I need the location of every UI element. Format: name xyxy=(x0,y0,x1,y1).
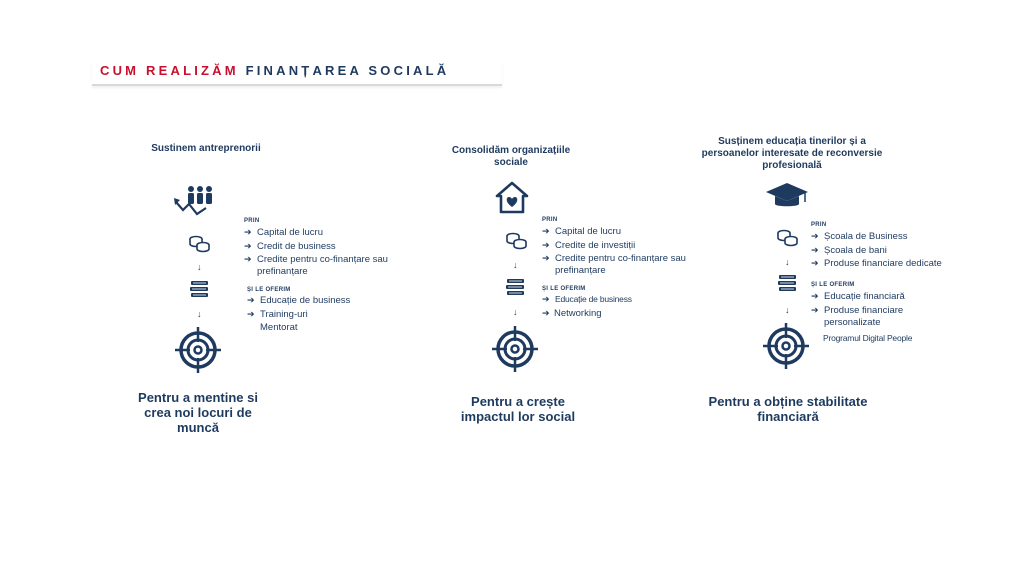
coins-icon xyxy=(188,235,212,253)
coins-icon xyxy=(505,232,529,250)
arrow-right-icon: ➔ xyxy=(542,253,550,263)
arrow-right-icon: ➔ xyxy=(244,240,252,251)
column-1-prin-list xyxy=(244,226,414,278)
list-item: ➔ Educație de business xyxy=(542,293,702,307)
oferim-label: ȘI LE OFERIM xyxy=(247,287,291,293)
books-icon xyxy=(505,278,527,296)
flow-arrow: ↓ xyxy=(513,260,518,270)
column-1-oferim-list xyxy=(247,294,407,335)
flow-arrow: ↓ xyxy=(197,262,202,272)
arrow-right-icon: ➔ xyxy=(811,231,819,241)
arrow-right-icon: ➔ xyxy=(247,295,255,305)
column-2-heading: Consolidăm organizațiile sociale xyxy=(451,145,571,168)
list-item: ➔ Produse financiare personalizate xyxy=(811,304,904,328)
list-item: Programul Digital People xyxy=(823,332,913,343)
list-item: Mentorat xyxy=(260,322,298,333)
list-item: ➔ Credite pentru co-finanțare sau prefinanțare xyxy=(542,253,686,276)
flow-arrow: ↓ xyxy=(785,305,790,315)
column-3-heading: Susținem educația tinerilor și a persoanelor interesate de reconversie profesională xyxy=(701,136,883,171)
list-item: ➔ Școala de Business xyxy=(811,231,908,242)
arrow-right-icon: ➔ xyxy=(247,308,255,319)
prin-label: PRIN xyxy=(542,217,558,223)
people-growth-icon xyxy=(174,184,216,220)
list-item: ➔ Training-uri xyxy=(247,308,308,320)
arrow-right-icon: ➔ xyxy=(811,244,819,255)
house-heart-icon xyxy=(495,181,529,214)
list-item: ➔ Credite pentru co-finanțare sau prefinanțare xyxy=(244,254,388,277)
arrow-right-icon: ➔ xyxy=(542,226,550,236)
arrow-right-icon: ➔ xyxy=(542,239,550,250)
arrow-right-icon: ➔ xyxy=(244,227,252,237)
arrow-right-icon: ➔ xyxy=(542,307,550,318)
flow-arrow: ↓ xyxy=(785,257,790,267)
prin-label: PRIN xyxy=(244,218,260,224)
column-3-goal: Pentru a obține stabilitate financiară xyxy=(708,394,868,424)
page-title xyxy=(100,63,449,78)
flow-arrow: ↓ xyxy=(197,309,202,319)
list-item: ➔ Școala de bani xyxy=(811,244,887,256)
title-part1: CUM REALIZĂM xyxy=(100,63,239,78)
list-item: ➔ Educație de business xyxy=(247,295,351,306)
column-2-goal: Pentru a crește impactul lor social xyxy=(460,394,576,424)
column-3-prin-list xyxy=(811,230,981,271)
list-item: ➔ Capital de lucru xyxy=(244,227,324,238)
list-item: ➔ Capital de lucru xyxy=(542,226,622,237)
column-3-oferim-list xyxy=(811,290,961,345)
arrow-right-icon: ➔ xyxy=(542,294,550,304)
prin-label: PRIN xyxy=(811,222,827,228)
target-icon xyxy=(763,323,809,369)
graduation-cap-icon xyxy=(764,181,810,209)
arrow-right-icon: ➔ xyxy=(811,291,819,301)
column-2-oferim-list xyxy=(542,293,702,320)
oferim-label: ȘI LE OFERIM xyxy=(542,286,586,292)
arrow-right-icon: ➔ xyxy=(244,254,252,264)
column-2-prin-list xyxy=(542,225,712,277)
column-1-goal: Pentru a mentine si crea noi locuri de muncă xyxy=(138,390,258,435)
list-item: ➔ Produse financiare dedicate xyxy=(811,258,942,269)
oferim-label: ȘI LE OFERIM xyxy=(811,282,855,288)
target-icon xyxy=(175,327,221,373)
arrow-right-icon: ➔ xyxy=(811,304,819,315)
list-item: ➔ Credit de business xyxy=(244,240,336,252)
title-part2: FINANȚAREA SOCIALĂ xyxy=(245,63,450,78)
list-item: ➔ Networking xyxy=(542,307,602,319)
list-item: ➔ Educație financiară xyxy=(811,291,905,302)
list-item: ➔ Credite de investiții xyxy=(542,239,636,251)
books-icon xyxy=(189,280,211,298)
coins-icon xyxy=(776,229,800,247)
section-title-bar xyxy=(92,60,502,86)
column-1-heading: Sustinem antreprenorii xyxy=(151,143,261,154)
arrow-right-icon: ➔ xyxy=(811,258,819,268)
flow-arrow: ↓ xyxy=(513,307,518,317)
target-icon xyxy=(492,326,538,372)
books-icon xyxy=(777,274,799,292)
